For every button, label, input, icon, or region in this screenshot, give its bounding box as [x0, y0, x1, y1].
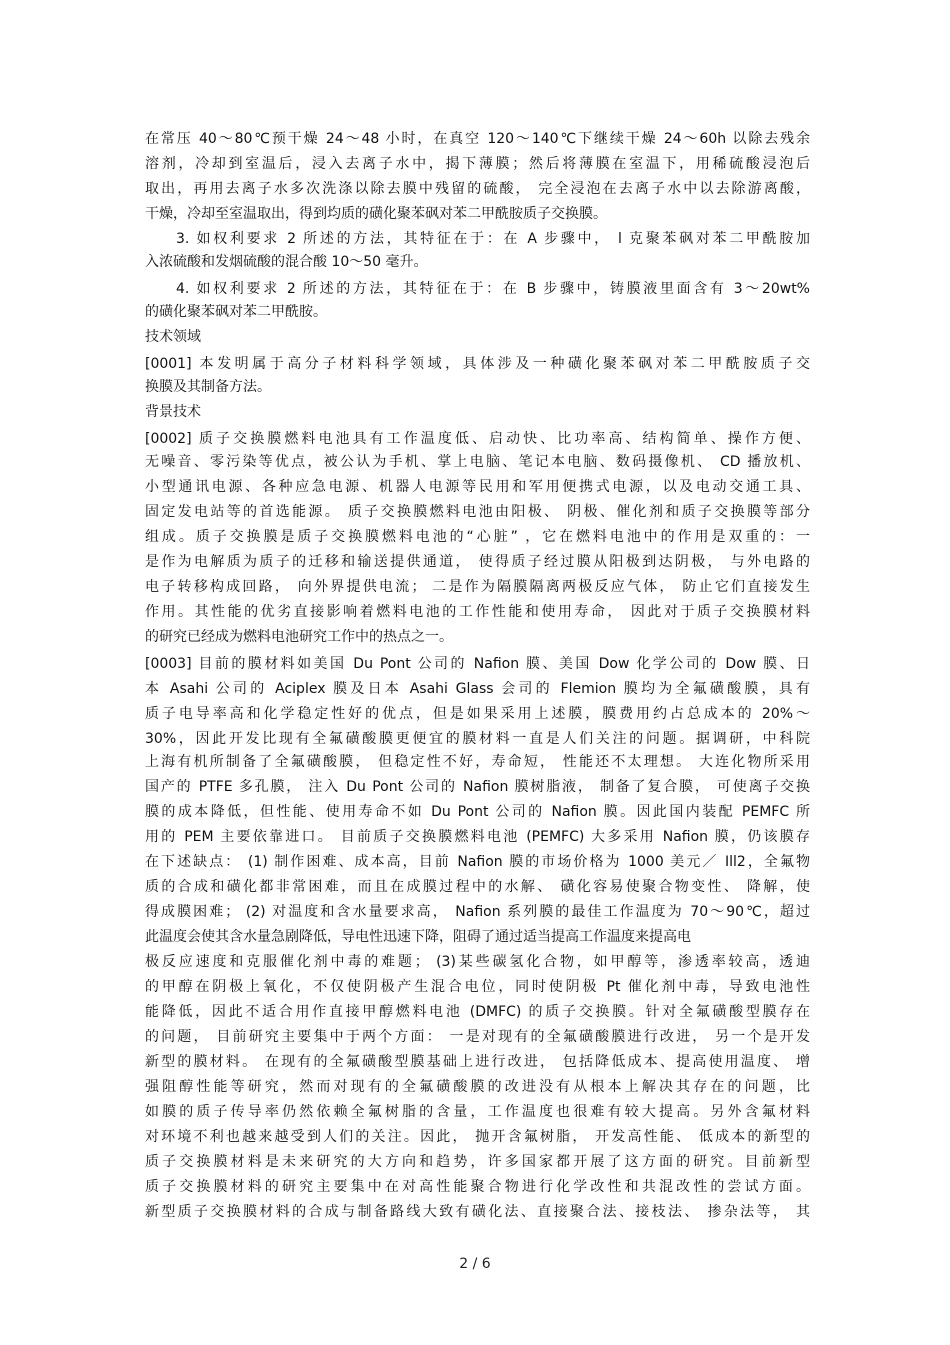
- text-line: 入浓硫酸和发烟硫酸的混合酸 10～50 毫升。: [145, 254, 428, 270]
- text-line: 组成。质子交换膜是质子交换膜燃料电池的“心脏” ，它在燃料电池中的作用是双重的：一: [145, 529, 810, 545]
- page-number: 2 / 6: [459, 1256, 491, 1272]
- text-line: 在下述缺点： (1) 制作困难、成本高，目前 Nafion 膜的市场价格为 1000 美元／ Ill2，全氟物: [145, 854, 810, 870]
- text-line: 电子转移构成回路， 向外界提供电流； 二是作为隔膜隔离两极反应气体， 防止它们直接发生: [145, 579, 810, 595]
- text-line: 极反应速度和克服催化剂中毒的难题； (3)某些碳氢化合物，如甲醇等，渗透率较高，透迪: [145, 954, 810, 970]
- text-line: 国产的 PTFE 多孔膜， 注入 Du Pont 公司的 Nafion 膜树脂液， 制备了复合膜， 可使离子交换: [145, 779, 810, 795]
- text-line: 溶剂，冷却到室温后，浸入去离子水中，揭下薄膜；然后将薄膜在室温下，用稀硫酸浸泡后: [145, 156, 810, 172]
- text-line: 得成膜困难； (2) 对温度和含水量要求高， Nafion 系列膜的最佳工作温度为 70～90℃，超过: [145, 904, 810, 920]
- text-line: 质子交换膜材料是未来研究的大方向和趋势，许多国家都开展了这方面的研究。目前新型: [145, 1154, 810, 1170]
- text-line: 的研究已经成为燃料电池研究工作中的热点之一。: [145, 629, 453, 645]
- text-line: 干燥，冷却至室温取出，得到均质的磺化聚苯砜对苯二甲酰胺质子交换膜。: [145, 206, 607, 222]
- text-line: 无噪音、零污染等优点，被公认为手机、掌上电脑、笔记本电脑、数码摄像机、 CD 播放机、: [145, 454, 810, 470]
- text-line: 3. 如权利要求 2 所述的方法，其特征在于：在 A 步骤中， l 克聚苯砜对苯二甲酰胺加: [176, 231, 810, 247]
- text-line: 背景技术: [145, 404, 201, 420]
- text-line: 取出，再用去离子水多次洗涤以除去膜中残留的硫酸， 完全浸泡在去离子水中以去除游离酸，: [145, 181, 810, 197]
- text-line: [0003] 目前的膜材料如美国 Du Pont 公司的 Nafion 膜、美国 Dow 化学公司的 Dow 膜、日: [145, 656, 810, 672]
- text-line: 对环境不利也越来越受到人们的关注。因此， 抛开含氟树脂， 开发高性能、 低成本的新型的: [145, 1129, 810, 1145]
- text-line: 技术领域: [145, 329, 201, 345]
- text-line: 上海有机所制备了全氟磺酸膜， 但稳定性不好，寿命短， 性能还不太理想。 大连化物所采用: [145, 754, 810, 770]
- text-line: 质子电导率高和化学稳定性好的优点，但是如果采用上述膜，膜费用约占总成本的 20%～: [145, 706, 810, 722]
- text-line: 小型通讯电源、各种应急电源、机器人电源等民用和军用便携式电源，以及电动交通工具、: [145, 479, 810, 495]
- text-line: [0002] 质子交换膜燃料电池具有工作温度低、启动快、比功率高、结构简单、操作方便、: [145, 431, 810, 447]
- text-line: 用的 PEM 主要依靠进口。 目前质子交换膜燃料电池 (PEMFC) 大多采用 Nafion 膜，仍该膜存: [145, 829, 810, 845]
- text-line: 是作为电解质为质子的迁移和输送提供通道， 使得质子经过膜从阳极到达阴极， 与外电路的: [145, 554, 810, 570]
- text-line: 的问题， 目前研究主要集中于两个方面： 一是对现有的全氟磺酸膜进行改进， 另一个是开发: [145, 1029, 810, 1045]
- text-line: 新型质子交换膜材料的合成与制备路线大致有磺化法、直接聚合法、接枝法、 掺杂法等， 其: [145, 1204, 810, 1220]
- text-line: 此温度会使其含水量急剧降低，导电性迅速下降，阻碍了通过适当提高工作温度来提高电: [145, 929, 691, 945]
- text-line: 新型的膜材料。 在现有的全氟磺酸型膜基础上进行改进， 包括降低成本、提高使用温度、 增: [145, 1054, 810, 1070]
- text-line: 质的合成和磺化都非常困难，而且在成膜过程中的水解、 磺化容易使聚合物变性、 降解，使: [145, 879, 810, 895]
- text-line: 固定发电站等的首选能源。 质子交换膜燃料电池由阳极、 阴极、催化剂和质子交换膜等部分: [145, 504, 810, 520]
- text-line: 的甲醇在阴极上氧化，不仅使阴极产生混合电位，同时使阴极 Pt 催化剂中毒，导致电池性: [145, 979, 810, 995]
- text-line: 质子交换膜材料的研究主要集中在对高性能聚合物进行化学改性和共混改性的尝试方面。: [145, 1179, 810, 1195]
- text-line: 如膜的质子传导率仍然依赖全氟树脂的含量，工作温度也很难有较大提高。另外含氟材料: [145, 1104, 810, 1120]
- text-line: 30%，因此开发比现有全氟磺酸膜更便宜的膜材料一直是人们关注的问题。据调研，中科院: [145, 731, 810, 747]
- text-line: 作用。其性能的优劣直接影响着燃料电池的工作性能和使用寿命， 因此对于质子交换膜材料: [145, 604, 810, 620]
- text-line: [0001] 本发明属于高分子材料科学领域，具体涉及一种磺化聚苯砜对苯二甲酰胺质子交: [145, 356, 810, 372]
- text-line: 4. 如权利要求 2 所述的方法，其特征在于：在 B 步骤中，铸膜液里面含有 3～20wt%: [176, 281, 810, 297]
- text-line: 本 Asahi 公司的 Aciplex 膜及日本 Asahi Glass 会司的 Flemion 膜均为全氟磺酸膜，具有: [145, 681, 810, 697]
- text-line: 在常压 40～80℃预干燥 24～48 小时，在真空 120～140℃下继续干燥 24～60h 以除去残余: [145, 131, 810, 147]
- text-line: 换膜及其制备方法。: [145, 379, 271, 395]
- text-line: 能降低，因此不适合用作直接甲醇燃料电池 (DMFC) 的质子交换膜。针对全氟磺酸型膜存在: [145, 1004, 810, 1020]
- text-line: 强阻醇性能等研究，然而对现有的全氟磺酸膜的改进没有从根本上解决其存在的问题，比: [145, 1079, 810, 1095]
- text-line: 的磺化聚苯砜对苯二甲酰胺。: [145, 304, 327, 320]
- text-line: 膜的成本降低，但性能、使用寿命不如 Du Pont 公司的 Nafion 膜。因此国内装配 PEMFC 所: [145, 804, 810, 820]
